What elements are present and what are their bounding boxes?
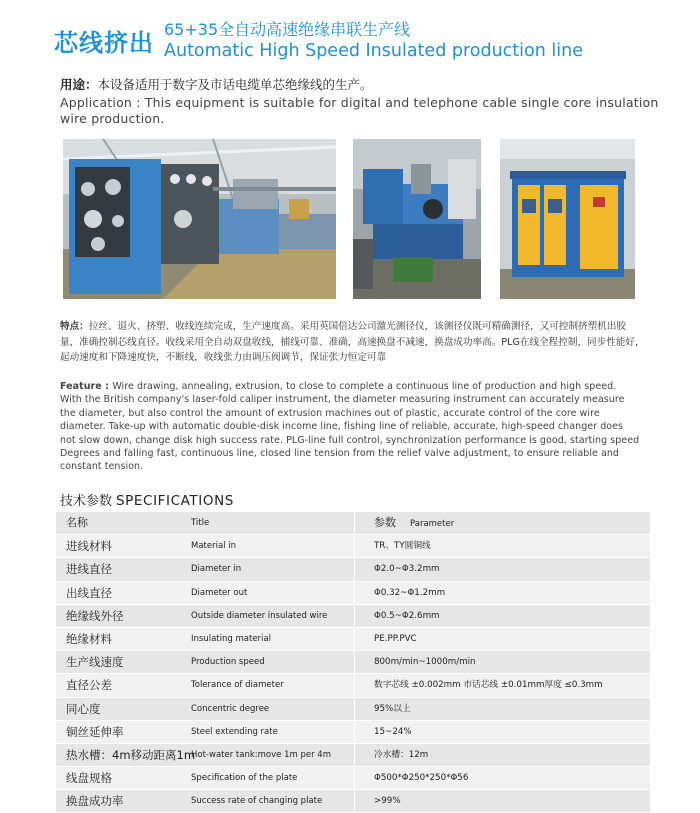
row-name-en: Tolerance of diameter — [191, 680, 284, 691]
row-name-en: Insulating material — [191, 633, 271, 644]
row-name-zh: 换盘成功率 — [66, 794, 124, 809]
table-row — [56, 651, 650, 674]
application-zh — [60, 76, 660, 94]
photo-take-up-machine — [500, 139, 635, 299]
row-name-zh: 绝缘材料 — [66, 631, 112, 646]
column-divider — [354, 535, 355, 557]
header-param-en: Parameter — [410, 519, 455, 529]
row-name-en: Hot-water tank:move 1m per 4m — [191, 749, 331, 760]
row-name-zh: 出线直径 — [66, 585, 112, 600]
row-name-en: Production speed — [191, 657, 265, 668]
row-name-en: Diameter in — [191, 564, 242, 575]
table-row — [56, 582, 650, 605]
table-header-row — [56, 512, 650, 535]
column-divider — [354, 582, 355, 604]
section-title: 芯线挤出 — [54, 29, 154, 57]
column-divider — [354, 767, 355, 789]
row-value: 95%以上 — [374, 703, 411, 714]
product-title — [164, 20, 583, 62]
application-en — [60, 95, 660, 127]
table-row — [56, 558, 650, 581]
header-name-en: Title — [191, 518, 210, 528]
table-row — [56, 721, 650, 744]
column-divider — [354, 790, 355, 812]
row-name-en: Specification of the plate — [191, 773, 298, 784]
row-name-en: Concentric degree — [191, 703, 270, 714]
row-name-zh: 进线材料 — [66, 539, 112, 554]
product-title-zh: 65+35全自动高速绝缘串联生产线 — [164, 20, 411, 39]
application-zh-text: 本设备适用于数字及市话电缆单芯绝缘线的生产。 — [97, 77, 373, 92]
column-divider — [354, 744, 355, 766]
row-name-zh: 进线直径 — [66, 562, 112, 577]
column-divider — [354, 512, 355, 534]
row-value: 800m/min~1000m/min — [374, 657, 476, 668]
table-row — [56, 605, 650, 628]
row-name-zh: 线盘规格 — [66, 771, 112, 786]
row-value: Φ0.32~Φ1.2mm — [374, 587, 446, 598]
table-row — [56, 767, 650, 790]
header-name-zh: 名称 — [66, 516, 88, 529]
row-value: Φ500*Φ250*250*Φ56 — [374, 773, 469, 784]
row-name-en: Steel extending rate — [191, 726, 278, 737]
table-row — [56, 535, 650, 558]
header-param — [374, 512, 650, 534]
row-name-en: Diameter out — [191, 587, 248, 598]
row-value: Φ2.0~Φ3.2mm — [374, 564, 440, 575]
row-name-en: Outside diameter insulated wire — [191, 610, 328, 621]
feature-zh-label: 特点： — [60, 321, 89, 332]
feature-zh — [60, 319, 645, 366]
photo-extruder — [353, 139, 481, 299]
row-value: 冷水槽：12m — [374, 749, 429, 760]
row-name-zh: 热水槽：4m移动距离1m — [66, 747, 196, 762]
product-title-en: Automatic High Speed Insulated production line — [164, 41, 583, 61]
table-row — [56, 628, 650, 651]
specifications-heading-zh: 技术参数 — [60, 494, 113, 509]
row-name-zh: 铜丝延伸率 — [66, 724, 124, 739]
column-divider — [354, 674, 355, 696]
row-value: 15~24% — [374, 726, 412, 737]
column-divider — [354, 558, 355, 580]
specifications-heading — [60, 490, 234, 509]
table-row — [56, 674, 650, 697]
application-zh-label: 用途： — [60, 77, 98, 92]
application-en-label: Application : — [60, 95, 145, 110]
row-name-zh: 同心度 — [66, 701, 101, 716]
header-param-zh: 参数 — [374, 516, 396, 529]
column-divider — [354, 651, 355, 673]
header — [54, 20, 583, 62]
row-value: >99% — [374, 796, 401, 807]
row-value: PE.PP.PVC — [374, 633, 417, 644]
table-row — [56, 744, 650, 767]
feature-zh-text: 拉丝、退火、挤塑、收线连续完成，生产速度高。采用英国倍达公司激光测径仪，该测径仪既可精确测径，又可控制挤塑机出胶量，准确控制芯线直径。收线采用全自动双盘收线，捕线可靠、准确，高速换盘不减速，换盘成功率高。PLG在线全程控制，同步性能好，起动速度和下降速度快，不断线，收线张力由调压阀调节，保证张力恒定可靠 — [60, 321, 645, 363]
row-name-en: Success rate of changing plate — [191, 796, 323, 807]
column-divider — [354, 605, 355, 627]
row-name-zh: 直径公差 — [66, 678, 112, 693]
column-divider — [354, 628, 355, 650]
feature-en — [60, 380, 640, 474]
row-value: 数字芯线 ±0.002mm 市话芯线 ±0.01mm厚度 ≤0.3mm — [374, 680, 603, 691]
specifications-rows — [56, 535, 650, 813]
feature-en-text: Wire drawing, annealing, extrusion, to close to complete a continuous line of production and high speed. With the British company's laser-fold caliper instrument, the diameter measuring instrument can accurately measure the diameter, but also control the amount of extrusion machines out of plastic, accurate control of the core wire diameter. Take-up with automatic double-disk income line, fishing line of reliable, accurate, high-speed changer does not slow down, change disk high success rate. PLG-line full control, synchronization performance is good, starting speed Degrees and falling fast, continuous line, closed line tension from the relief valve adjustment, to ensure reliable and constant tension. — [60, 381, 640, 473]
specifications-heading-en: SPECIFICATIONS — [116, 493, 234, 509]
row-name-zh: 绝缘线外径 — [66, 608, 124, 623]
application-en-text: This equipment is suitable for digital and telephone cable single core insulation wire production. — [60, 95, 659, 126]
row-name-zh: 生产线速度 — [66, 655, 124, 670]
application-block — [60, 76, 660, 127]
column-divider — [354, 698, 355, 720]
row-name-en: Material in — [191, 541, 236, 552]
feature-en-label: Feature : — [60, 381, 113, 392]
row-value: Φ0.5~Φ2.6mm — [374, 610, 440, 621]
specifications-table — [56, 512, 650, 813]
column-divider — [354, 721, 355, 743]
table-row — [56, 698, 650, 721]
table-row — [56, 790, 650, 813]
photo-production-line — [63, 139, 336, 299]
row-value: TR、TY圆铜线 — [374, 541, 431, 552]
